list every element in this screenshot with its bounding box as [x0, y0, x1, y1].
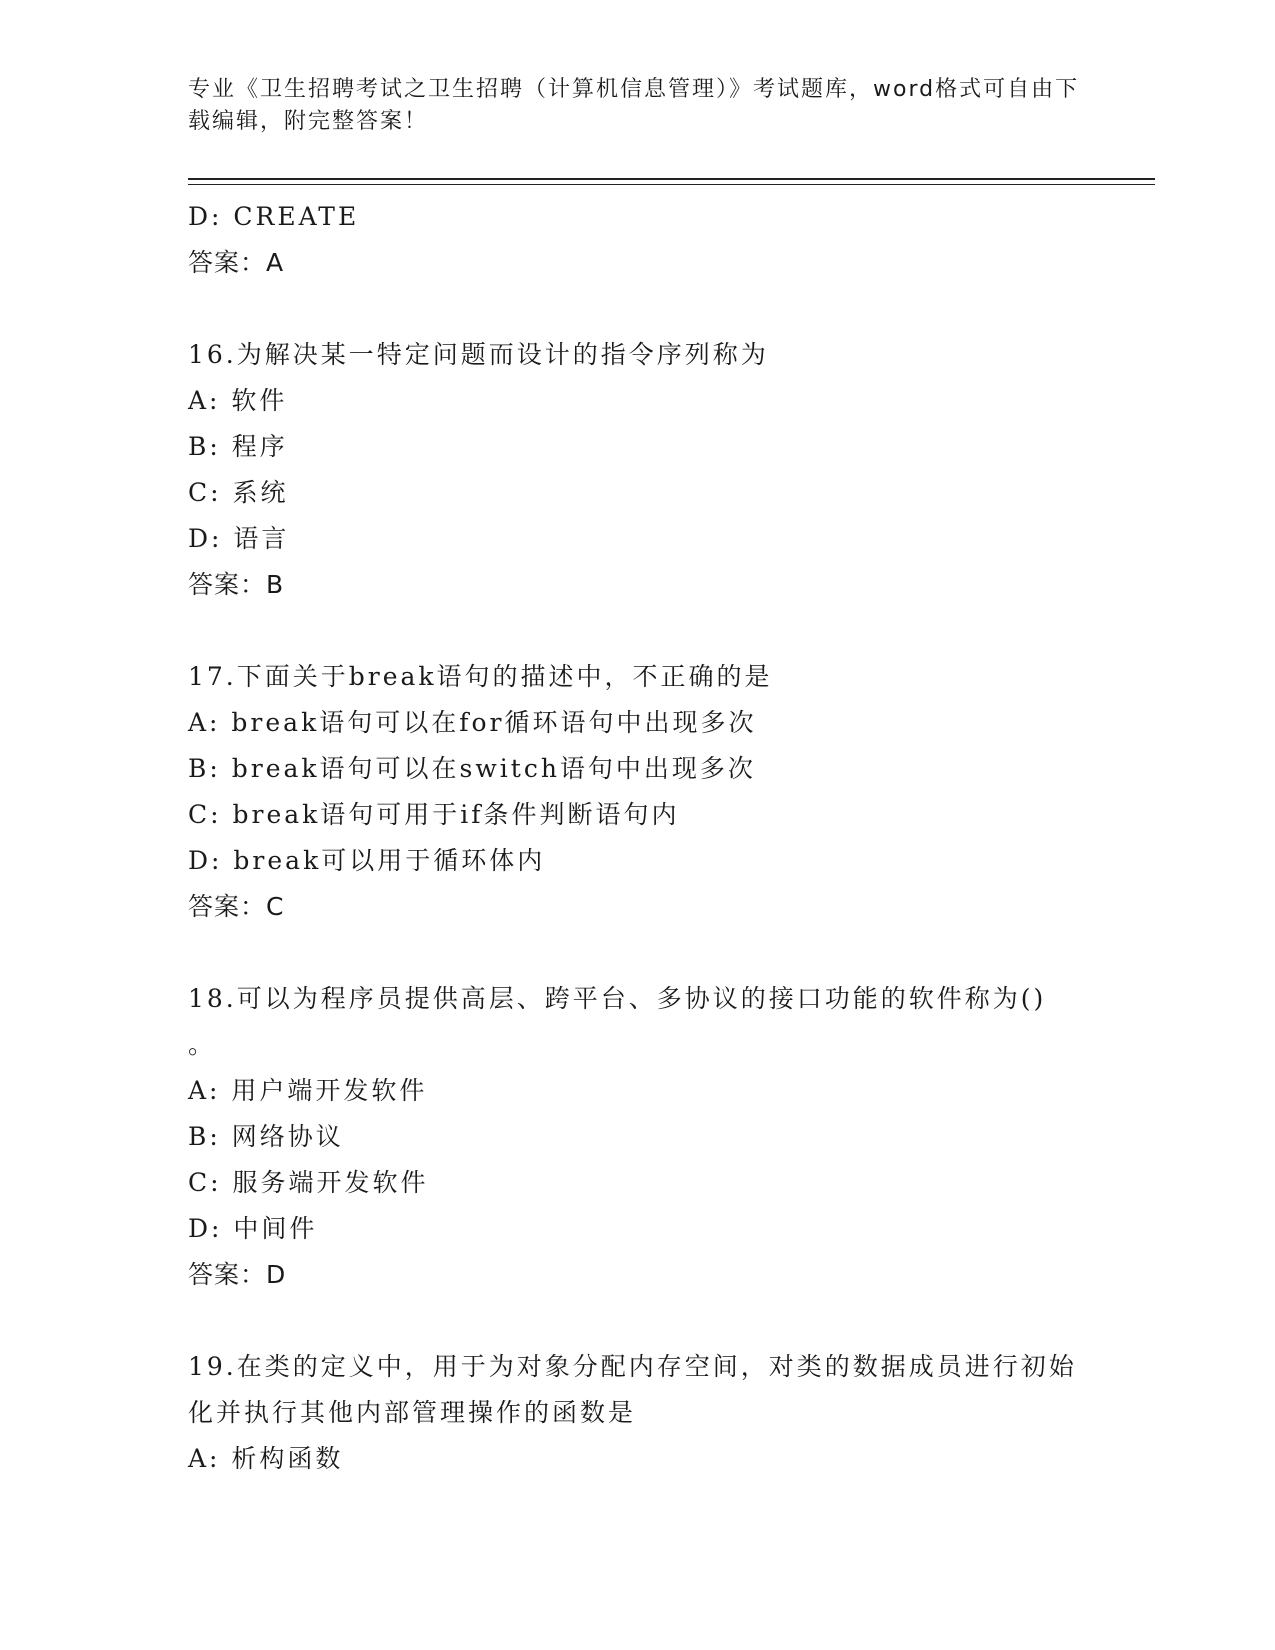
answer: 答案：D — [188, 1260, 287, 1289]
option-b: B: break语句可以在switch语句中出现多次 — [188, 754, 756, 783]
question-stem-continuation: 。 — [188, 1030, 217, 1059]
question-stem: 18.可以为程序员提供高层、跨平台、多协议的接口功能的软件称为() — [188, 984, 1047, 1013]
question-16 — [188, 332, 1088, 608]
option-d: D: break可以用于循环体内 — [188, 846, 546, 875]
option-a: A: 软件 — [188, 386, 288, 415]
option-d: D: 中间件 — [188, 1214, 318, 1243]
option-c: C: 系统 — [188, 478, 289, 507]
option-b: B: 程序 — [188, 432, 288, 461]
page-header: 专业《卫生招聘考试之卫生招聘（计算机信息管理）》考试题库，word格式可自由下载编辑，附完整答案！ — [188, 77, 1080, 134]
option-d: D: 语言 — [188, 524, 290, 553]
option-c: C: break语句可用于if条件判断语句内 — [188, 800, 680, 829]
option-a: A: 析构函数 — [188, 1444, 344, 1473]
header-divider — [188, 178, 1155, 180]
question-18 — [188, 976, 1088, 1298]
header-divider-thin — [188, 184, 1155, 185]
answer: 答案：C — [188, 892, 285, 921]
option-c: C: 服务端开发软件 — [188, 1168, 429, 1197]
prev-answer: 答案：A — [188, 248, 285, 277]
question-stem: 19.在类的定义中，用于为对象分配内存空间，对类的数据成员进行初始化并执行其他内部管理操作的函数是 — [188, 1352, 1077, 1427]
question-17 — [188, 654, 1088, 930]
option-b: B: 网络协议 — [188, 1122, 344, 1151]
question-stem: 17.下面关于break语句的描述中，不正确的是 — [188, 662, 773, 691]
question-stem: 16.为解决某一特定问题而设计的指令序列称为 — [188, 340, 769, 369]
answer: 答案：B — [188, 570, 285, 599]
question-19 — [188, 1344, 1088, 1482]
option-a: A: 用户端开发软件 — [188, 1076, 428, 1105]
question-list — [188, 194, 1088, 1482]
option-a: A: break语句可以在for循环语句中出现多次 — [188, 708, 757, 737]
prev-option-d: D: CREATE — [188, 202, 360, 231]
